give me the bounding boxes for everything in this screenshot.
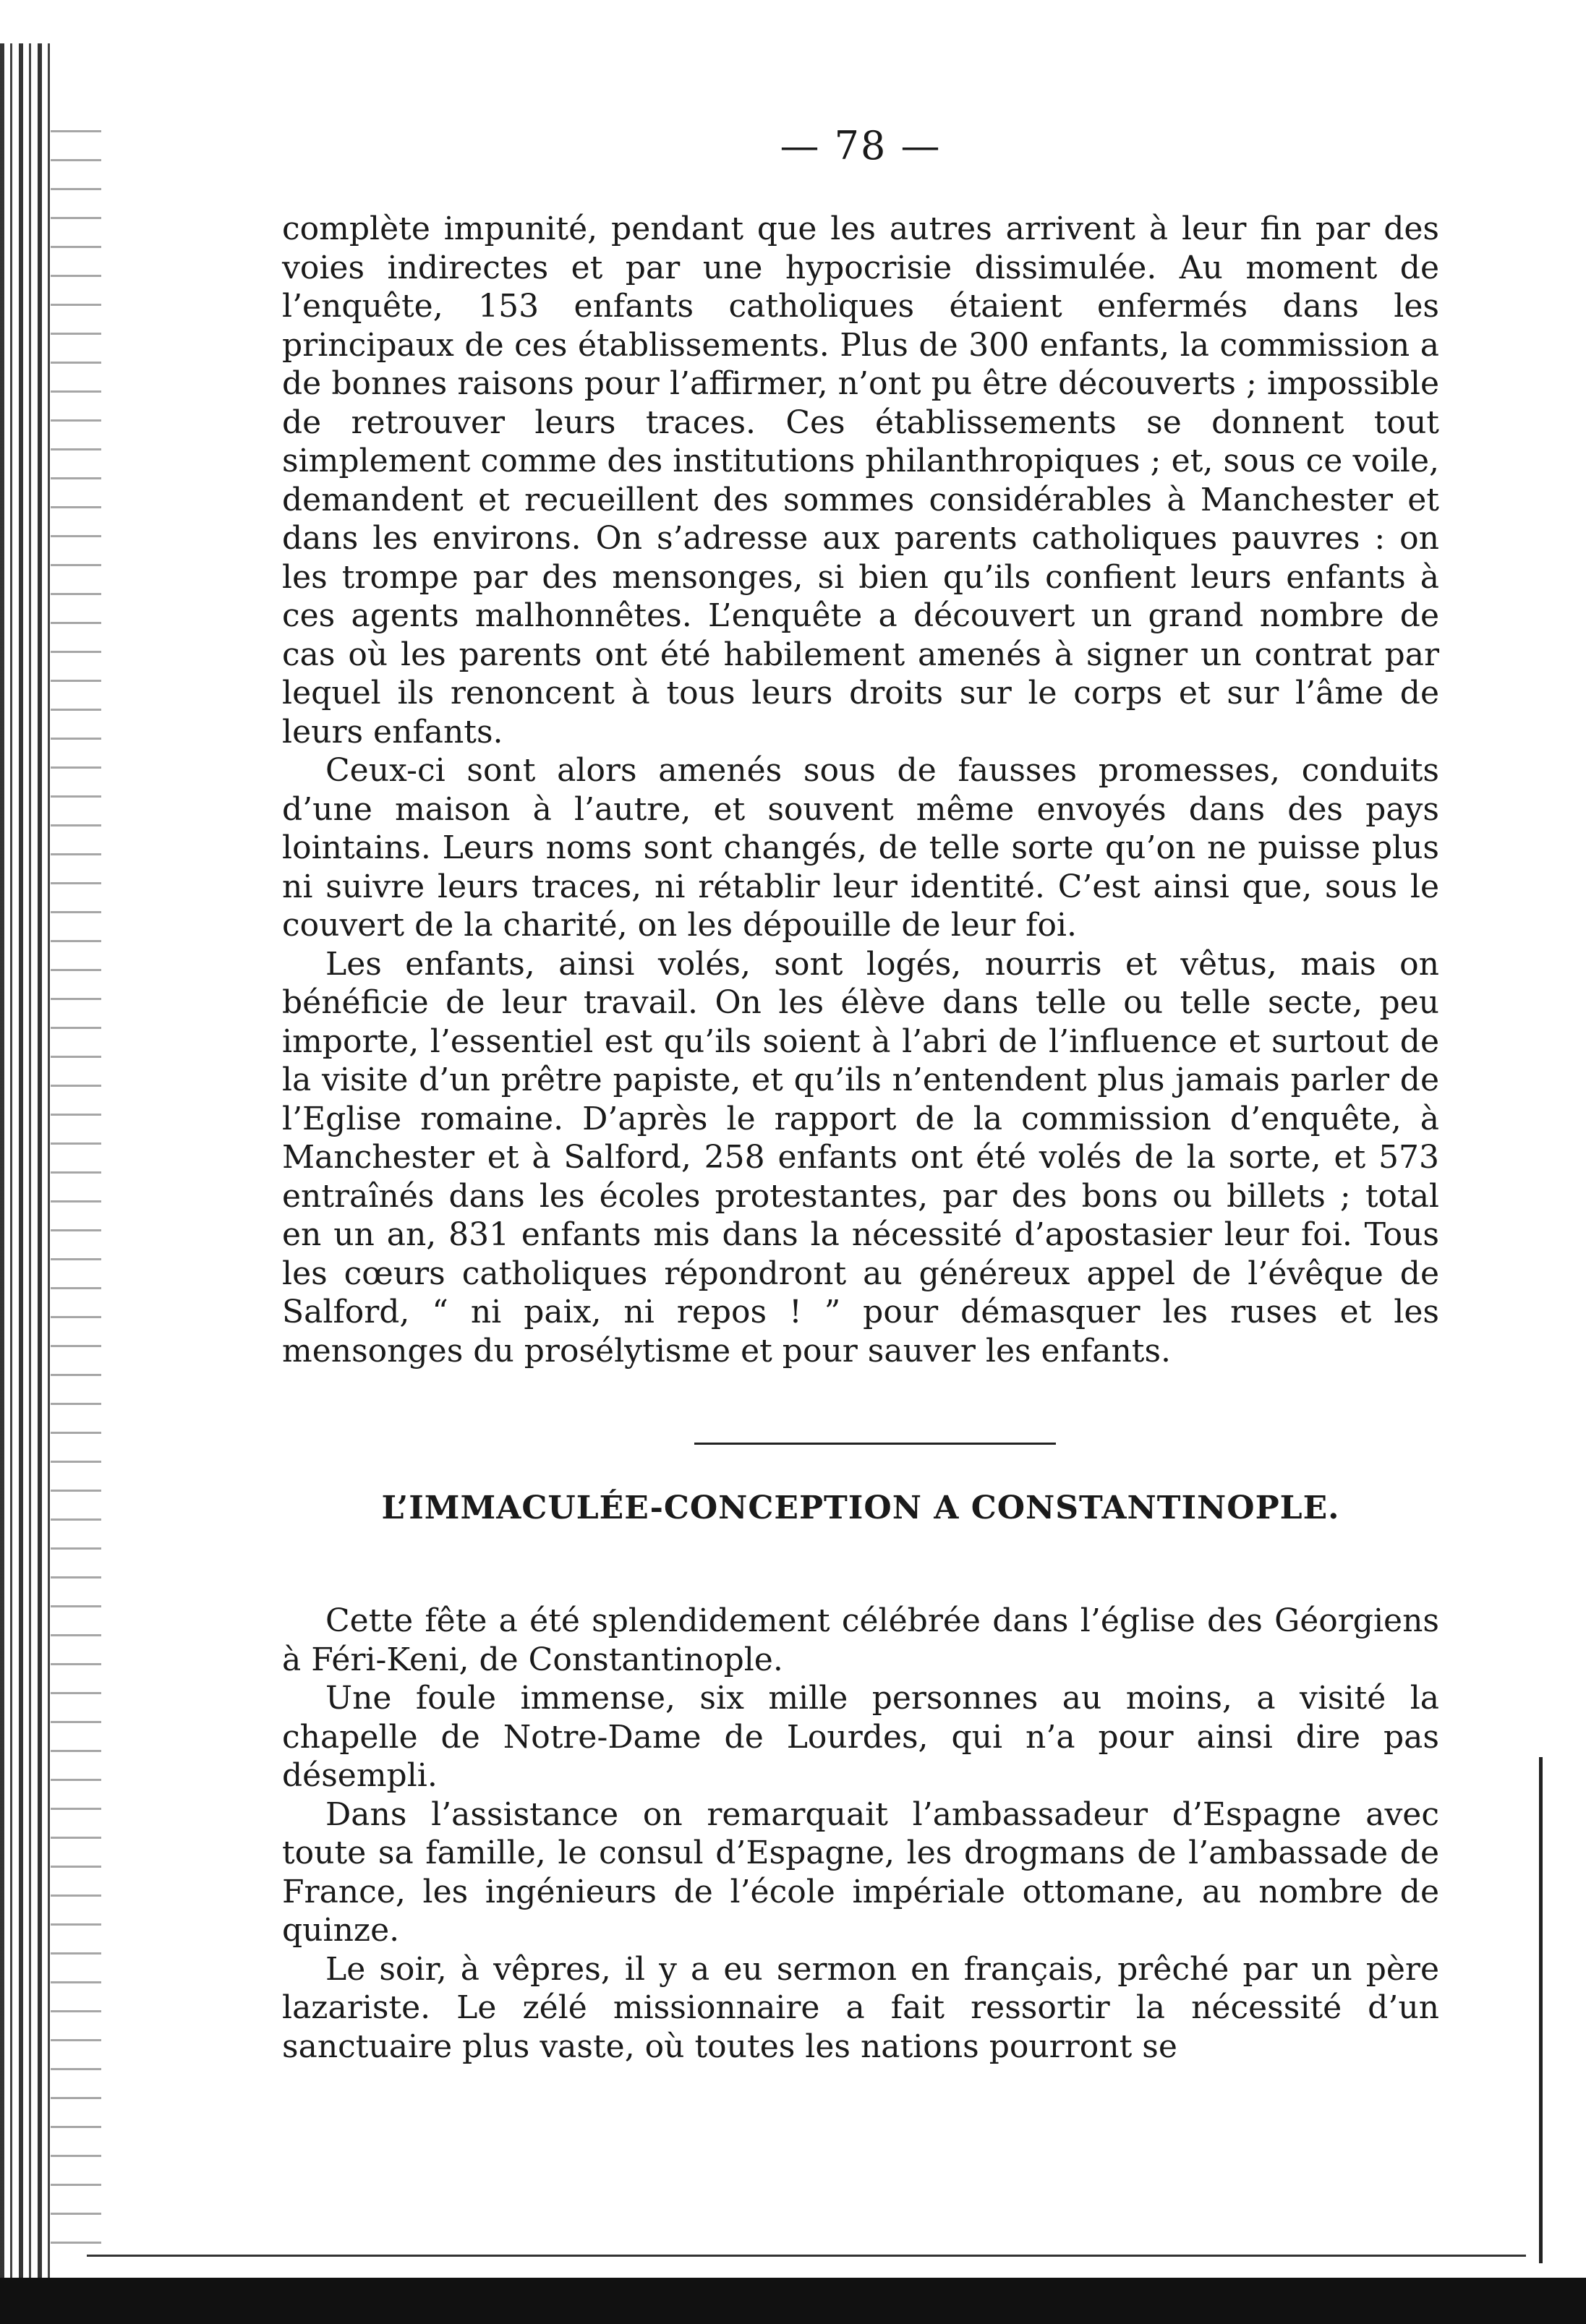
paragraph: Dans l’assistance on remarquait l’ambassadeur d’Espagne avec toute sa famille, le consul d’Espagne, les drogmans de l’ambassade de France, les ingénieurs de l’école impériale ottomane, au nombre de quinze. — [282, 1795, 1439, 1949]
scan-edge-line — [1539, 1757, 1543, 2263]
paragraph: Une foule immense, six mille personnes au moins, a visité la chapelle de Notre-Dame de Lourdes, qui n’a pour ainsi dire pas désempli. — [282, 1680, 1439, 1794]
page-bottom-rule — [87, 2255, 1526, 2257]
article-body — [282, 210, 1439, 1370]
scan-margin-noise — [51, 130, 101, 2270]
section-divider — [694, 1443, 1056, 1445]
page-number: — 78 — — [780, 123, 942, 168]
section-heading: L’IMMACULÉE-CONCEPTION A CONSTANTINOPLE. — [381, 1490, 1340, 1526]
paragraph: Les enfants, ainsi volés, sont logés, nourris et vêtus, mais on bénéficie de leur travail. On les élève dans telle ou telle secte, peu importe, l’essentiel est qu’ils soient à l’abri de l’influence et surtout de la visite d’un prêtre papiste, et qu’ils n’entendent plus jamais parler de l’Eglise romaine. D’après le rapport de la commission d’enquête, à Manchester et à Salford, 258 enfants ont été volés de la sorte, et 573 entraînés dans les écoles protestantes, par des bons ou billets ; total en un an, 831 enfants mis dans la nécessité d’apostasier leur foi. Tous les cœurs catholiques répondront au généreux appel de l’évêque de Salford, “ ni paix, ni repos ! ” pour démasquer les ruses et les mensonges du prosélytisme et pour sauver les enfants. — [282, 945, 1439, 1370]
scan-bottom-edge — [0, 2278, 1586, 2324]
paragraph: Le soir, à vêpres, il y a eu sermon en français, prêché par un père lazariste. Le zélé missionnaire a fait ressortir la nécessité d’un sanctuaire plus vaste, où toutes les nations pourront se — [282, 1950, 1439, 2065]
article-body — [282, 1602, 1439, 2066]
paragraph: Cette fête a été splendidement célébrée dans l’église des Géorgiens à Féri-Keni, de Constantinople. — [282, 1602, 1439, 1678]
scan-binding-edge — [0, 43, 51, 2324]
paragraph: complète impunité, pendant que les autres arrivent à leur fin par des voies indirectes et par une hypocrisie dissimulée. Au moment de l’enquête, 153 enfants catholiques étaient enfermés dans les principaux de ces établissements. Plus de 300 enfants, la commission a de bonnes raisons pour l’affirmer, n’ont pu être découverts ; impossible de retrouver leurs traces. Ces établissements se donnent tout simplement comme des institutions philanthropiques ; et, sous ce voile, demandent et recueillent des sommes considérables à Manchester et dans les environs. On s’adresse aux parents catholiques pauvres : on les trompe par des mensonges, si bien qu’ils confient leurs enfants à ces agents malhonnêtes. L’enquête a découvert un grand nombre de cas où les parents ont été habilement amenés à signer un contrat par lequel ils renoncent à tous leurs droits sur le corps et sur l’âme de leurs enfants. — [282, 210, 1439, 751]
paragraph: Ceux-ci sont alors amenés sous de fausses promesses, conduits d’une maison à l’autre, et souvent même envoyés dans des pays lointains. Leurs noms sont changés, de telle sorte qu’on ne puisse plus ni suivre leurs traces, ni rétablir leur identité. C’est ainsi que, sous le couvert de la charité, on les dépouille de leur foi. — [282, 752, 1439, 944]
